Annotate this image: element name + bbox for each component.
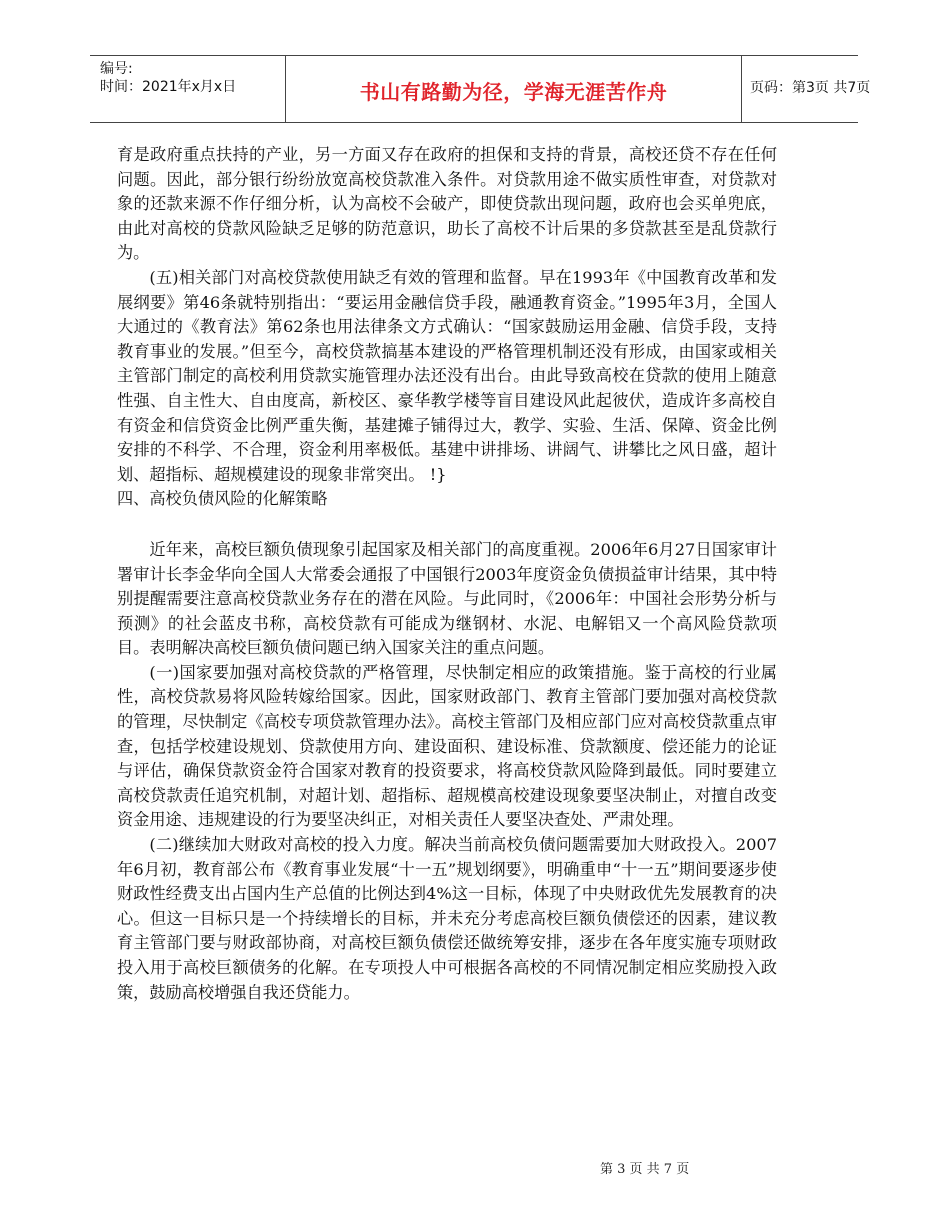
document-number-label: 编号: [100,61,133,77]
paragraph-item-1: (一)国家要加强对高校贷款的严格管理，尽快制定相应的政策措施。鉴于高校的行业属性，高校贷款易将风险转嫁给国家。因此，国家财政部门、教育主管部门要加强对高校贷款的管理，尽快制定《高校专项贷款管理办法》。高校主管部门及相应部门应对高校贷款重点审查，包括学校建设规划、贷款使用方向、建设面积、建设标准、贷款额度、偿还能力的论证与评估，确保贷款资金符合国家对教育的投资要求，将高校贷款风险降到最低。同时要建立高校贷款责任追究机制，对超计划、超指标、超规模高校建设现象要坚决制止，对擅自改变资金用途、违规建设的行为要坚决纠正，对相关责任人要坚决查处、严肃处理。 [117,662,777,830]
paragraph-intro: 近年来，高校巨额负债现象引起国家及相关部门的高度重视。2006年6月27日国家审计署审计长李金华向全国人大常委会通报了中国银行2003年度资金负债损益审计结果，其中特别提醒需要注意高校贷款业务存在的潜在风险。与此同时，《2006年：中国社会形势分析与预测》的社会蓝皮书称，高校贷款有可能成为继钢材、水泥、电解铝又一个高风险贷款项目。表明解决高校巨额负债问题已纳入国家关注的重点问题。 [117,539,777,658]
header-meta [90,56,285,122]
document-date: 时间：2021年x月x日 [100,79,237,95]
header-motto: 书山有路勤为径，学海无涯苦作舟 [359,80,668,104]
paragraph-continuation: 育是政府重点扶持的产业，另一方面又存在政府的担保和支持的背景，高校还贷不存在任何问题。因此，部分银行纷纷放宽高校贷款准入条件。对贷款用途不做实质性审查，对贷款对象的还款来源不作仔细分析，认为高校不会破产，即使贷款出现问题，政府也会买单兜底，由此对高校的贷款风险缺乏足够的防范意识，助长了高校不计后果的多贷款甚至是乱贷款行为。 [117,145,777,263]
paragraph-spacer [117,512,777,538]
paragraph-item-2: (二)继续加大财政对高校的投入力度。解决当前高校负债问题需要加大财政投入。2007年6月初，教育部公布《教育事业发展“十一五”规划纲要》，明确重申“十一五”期间要逐步使财政性经费支出占国内生产总值的比例达到4%这一目标，体现了中央财政优先发展教育的决心。但这一目标只是一个持续增长的目标，并未充分考虑高校巨额负债偿还的因素，建议教育主管部门要与财政部协商，对高校巨额负债偿还做统筹安排，逐步在各年度实施专项财政投入用于高校巨额债务的化解。在专项投人中可根据各高校的不同情况制定相应奖励投入政策，鼓励高校增强自我还贷能力。 [117,835,777,1002]
header-page-cell [740,56,871,122]
section-heading-4: 四、高校负债风险的化解策略 [117,489,328,509]
header-motto-cell [285,56,742,122]
header-page-info: 页码：第3页 共7页 [750,80,871,96]
paragraph-section-5: (五)相关部门对高校贷款使用缺乏有效的管理和监督。早在1993年《中国教育改革和发展纲要》第46条就特别指出：“要运用金融信贷手段，融通教育资金。”1995年3月，全国人大通过的《教育法》第62条也用法律条文方式确认：“国家鼓励运用金融、信贷手段，支持教育事业的发展。”但至今，高校贷款搞基本建设的严格管理机制还没有形成，由国家或相关主管部门制定的高校利用贷款实施管理办法还没有出台。由此导致高校在贷款的使用上随意性强、自主性大、自由度高，新校区、豪华教学楼等盲目建设风此起彼伏，造成许多高校自有资金和信贷资金比例严重失衡，基建摊子铺得过大，教学、实验、生活、保障、资金比例安排的不科学、不合理，资金利用率极低。基建中讲排场、讲阔气、讲攀比之风日盛，超计划、超指标、超规模建设的现象非常突出。 !} [117,267,777,484]
page-header [90,55,871,123]
page-footer: 第 3 页 共 7 页 [600,1162,690,1177]
document-body [117,143,777,1005]
